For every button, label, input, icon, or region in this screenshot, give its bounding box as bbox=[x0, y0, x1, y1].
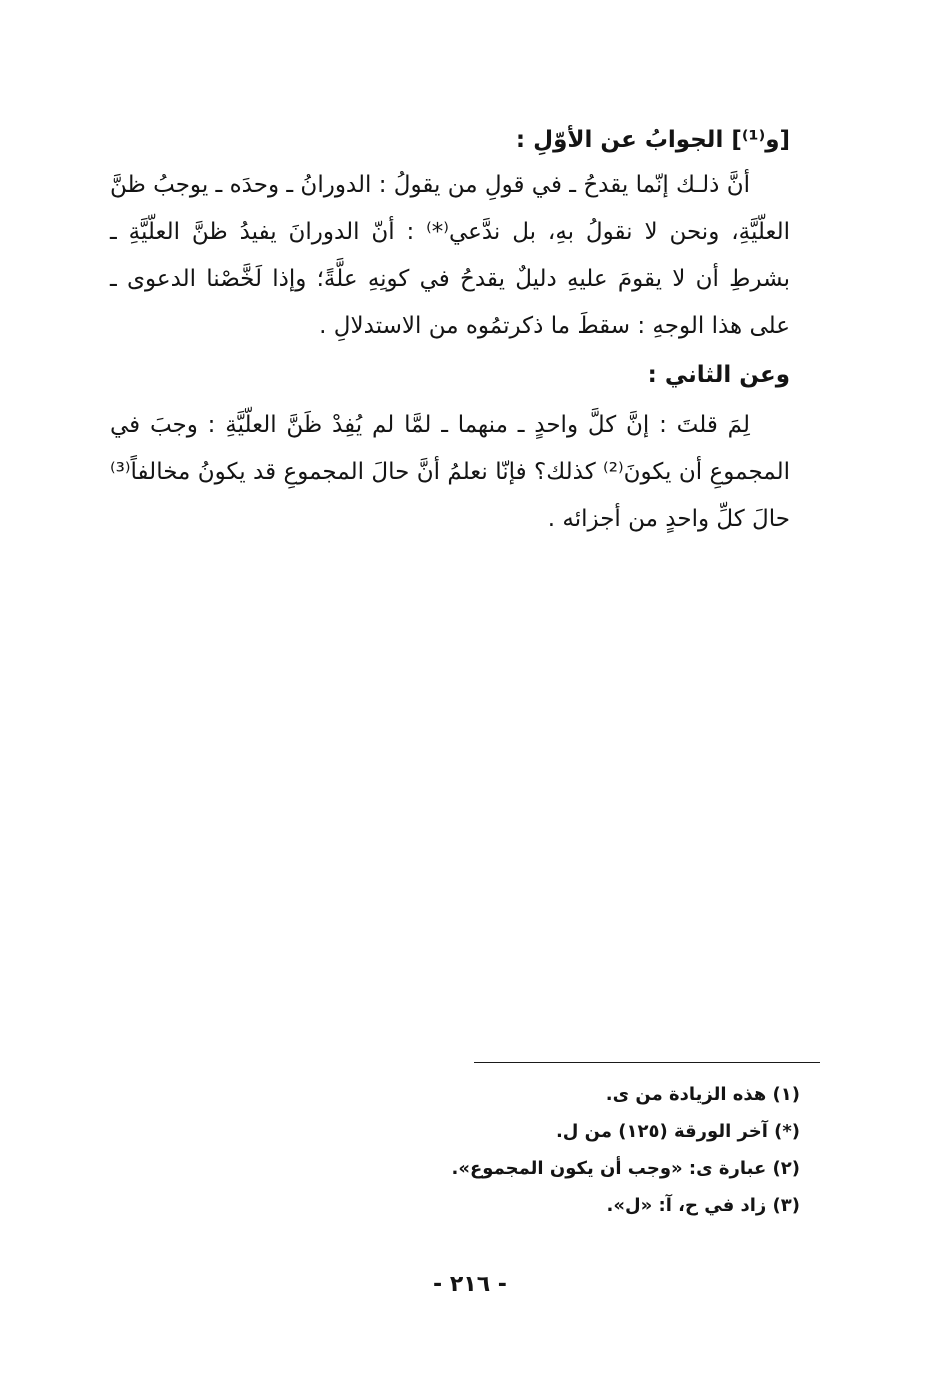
footnote-2: (٢) عبارة ى: «وجب أن يكون المجموع». bbox=[451, 1158, 800, 1179]
page-number: - ٢١٦ - bbox=[433, 1272, 507, 1297]
paragraph-first-answer bbox=[110, 162, 790, 350]
section-heading-second-answer: وعن الثاني : bbox=[647, 362, 790, 388]
paragraph-second-answer bbox=[110, 402, 790, 543]
section-heading-first-answer: [و⁽¹⁾] الجوابُ عن الأوّلِ : bbox=[515, 127, 790, 153]
footnote-3: (٣) زاد في ح، آ: «ل». bbox=[606, 1195, 800, 1216]
footnote-1: (١) هذه الزيادة من ى. bbox=[605, 1084, 800, 1105]
footnote-star: (*) آخر الورقة (١٢٥) من ل. bbox=[555, 1121, 800, 1142]
paragraph-text: أنَّ ذلـك إنّما يقدحُ ـ في قولِ من يقولُ : الدورانُ ـ وحدَه ـ يوجبُ ظنَّ العلّيَّةِ، ونحن لا نقولُ بهِ، بل ندَّعي⁽*⁾ : أنّ الدورانَ يفيدُ ظنَّ العلّيَّةِ ـ بشرطِ أن لا يقومَ عليهِ دليلٌ يقدحُ في كونِهِ علَّةً؛ وإذا لَخَّصْنا الدعوى ـ على هذا الوجهِ : سقطَ ما ذكرتمُوه من الاستدلالِ . bbox=[110, 172, 790, 339]
footnote-divider bbox=[474, 1062, 820, 1063]
paragraph-text: لِمَ قلتَ : إنَّ كلَّ واحدٍ ـ منهما ـ لمَّا لم يُفِدْ ظَنَّ العلّيَّةِ : وجبَ في المجموعِ أن يكونَ⁽²⁾ كذلك؟ فإنّا نعلمُ أنَّ حالَ المجموعِ قد يكونُ مخالفاً⁽³⁾ حالَ كلِّ واحدٍ من أجزائه . bbox=[110, 412, 790, 532]
footnotes bbox=[240, 1076, 800, 1224]
